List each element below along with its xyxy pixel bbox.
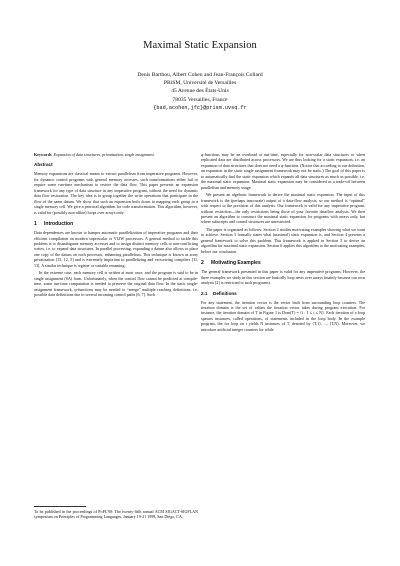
keywords [34,152,198,157]
section-1-heading [34,221,198,227]
keywords-label: Keywords [34,152,52,157]
left-column [34,152,198,300]
paper-title: Maximal Static Expansion [143,40,257,51]
right-column [201,152,365,334]
right-paragraph-2: We present an algebraic framework to derive the maximal static expansion. The input of this framework is the (perhaps inaccurate) output of a data-flow analysis, so our method is “optimal” with respect to the precision of this analysis. Our framework is valid for any imperative program, without restriction—the only restrictions being those of your favorite dataflow analysis. We then present an algorithm to construct the maximal static expansion for programs with arrays only, but where subscripts and control structures are unrestricted. [201,192,365,225]
keywords-text: Expansion of data structures, privatization, single assignment. [53,152,155,157]
intro-paragraph-2: In the extreme case, each memory cell is written at most once, and the program is said to be in single assignment (SA) form. Unfortunately, when the control flow cannot be predicted at compile-time, some run-time computation is needed to preserve the original data flow. In the static single-assignment framework, φ-functions may be needed to “merge” multiple reaching definitions, i.e. possible data definitions due to several incoming control paths [6, 7]. Such [34,270,198,298]
author-block [0,71,400,112]
right-paragraph-3: The paper is organized as follows: Section 2 studies motivating examples showing what we want to achieve. Section 3 formally states what (maximal) static expansion is, and Section 4 presents a general framework to solve this problem. This framework is applied in Section 5 to derive an algorithm for maximal static expansion. Section 6 applies this algorithm to the motivating examples, before our conclusion. [201,226,365,254]
right-paragraph-1: φ-functions may be an overhead at run-time, especially for non-scalar data structures or when replicated data are distributed across processors. We are thus looking for a static expansion, i.e. an expansion of data structures that does not need a φ-function. (Notice that according to our definition, an expansion in the static single assignment framework may not be static.) The goal of this paper is to automatically find the static expansion which expands all data structures as much as possible, i.e. the maximal static expansion. Maximal static expansion may be considered as a trade-off between parallelism and memory usage. [201,152,365,190]
intro-paragraph-1: Data dependences are known to hamper automatic parallelization of imperative programs and their efficient compilation on modern superscalar or VLIW processors. A general method to tackle this problem is to disambiguate memory accesses and to assign distinct memory cells to non-conflicting writes, i.e. to expand data structures. In parallel processing, expanding a datum also allows to place one copy of the datum on each processor, enhancing parallelism. This technique is known as array privatization [15, 12, 5] and is extremely important to parallelizing and vectorizing compilers [11, 13]. A similar technique is register or variable renaming. [34,230,198,268]
section-2-1-title: Definitions [213,290,237,296]
section-2-number: 2 [201,260,204,267]
section-2-1-paragraph: For any statement, the iteration vector is the vector built from surrounding loop counters. The iteration domain is the set of values the iteration vector takes during program execution. For instance, the iteration domain of T in Figure 1 is Dom(T) = {i : 1 ≤ i ≤ N}. Each iteration of a loop spawns instances, called operations, of statements included in the loop body. In the example program, the for loop on i yields N instances of T, denoted by ⟨T,1⟩, ..., ⟨T,N⟩. Moreover, we introduce artificial integer counters for while [201,299,365,332]
abstract-text: Memory expansions are classical means to extract parallelism from imperative programs. However, for dynamic control programs with general memory accesses, such transformations either fail or require some run-time mechanism to restore the data flow. This paper presents an expansion framework for any type of data structure in any imperative program, without the need for dynamic data flow restoration. The key idea is to group together the write operations that participate in the flow of the same datum. We show that such an expansion boils down to mapping each group to a single memory cell. We give a practical algorithm for code transformation. This algorithm, however, is valid for (possibly non-affine) loops over arrays only. [34,171,198,215]
section-1-number: 1 [34,221,37,228]
section-1-title: Introduction [44,221,74,228]
section-2-paragraph: The general framework presented in this paper is valid for any imperative programs. However, the three examples we study in this section are basically loop nests over arrays (mainly because our own analysis [2] is restricted to such programs). [201,269,365,286]
author-street: 45 Avenue des États-Unis [171,88,229,95]
author-names: Denis Barthou, Albert Cohen and Jean-François Collard [137,72,263,78]
footnote: To be published in the proceedings of PoPL'98: The twenty-fifth annual ACM SIGACT-SIGPLAN symposium on Principles of Programming Languages, January 19-21 1998, San Diego, CA. [34,509,198,520]
author-affiliation: PRiSM, Université de Versailles [163,80,237,87]
footnote-rule [34,506,86,507]
author-city: 78035 Versailles, France [172,96,228,103]
section-2-heading [201,260,365,266]
author-email: {bad,acohen,jfc}@prism.uvsq.fr [153,104,247,111]
section-2-title: Motivating Examples [211,260,261,267]
section-2-1-number: 2.1 [201,290,208,296]
section-2-1-heading [201,291,365,297]
abstract-heading: Abstract [34,162,53,168]
